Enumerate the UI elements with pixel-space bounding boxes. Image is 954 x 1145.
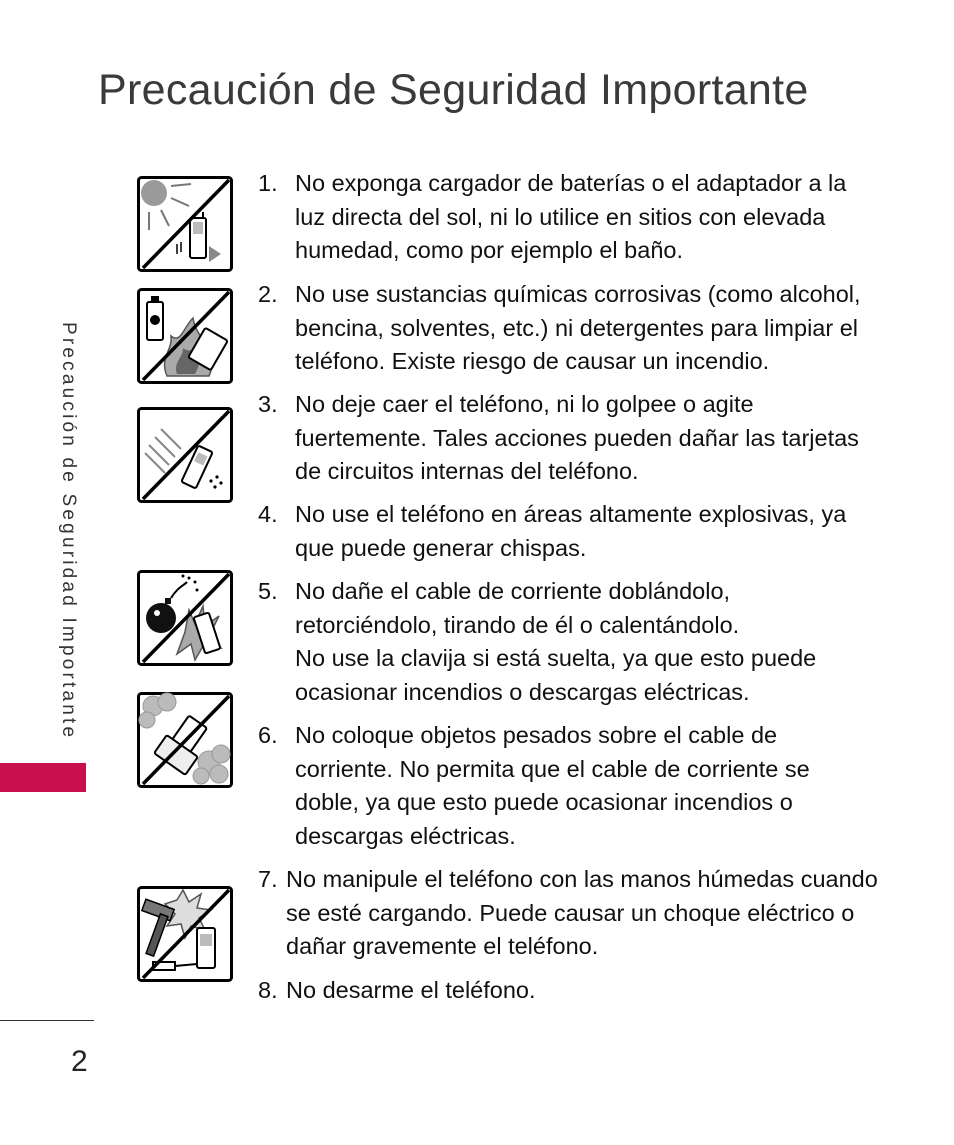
list-item-line: No deje caer el teléfono, ni lo golpee o agite	[295, 391, 754, 417]
list-item-line: No exponga cargador de baterías o el adaptador a la	[295, 170, 847, 196]
list-item	[258, 498, 846, 565]
list-item-line: teléfono. Existe riesgo de causar un incendio.	[295, 348, 770, 375]
list-item-line: No manipule el teléfono con las manos húmedas cuando	[286, 866, 878, 892]
list-item-number: 4.	[258, 501, 278, 527]
list-item	[258, 167, 846, 268]
list-item-line: No desarme el teléfono.	[286, 977, 536, 1003]
section-side-label: Precaución de Seguridad Importante	[58, 322, 79, 741]
list-item-line: ocasionar incendios o descargas eléctricas.	[295, 678, 750, 705]
no-hammer-disassemble-icon	[137, 886, 233, 982]
list-item-line: fuertemente. Tales acciones pueden dañar las tarjetas	[295, 424, 859, 451]
list-item-number: 5.	[258, 578, 278, 604]
list-item-number: 8.	[258, 977, 278, 1003]
list-item-line: que puede generar chispas.	[295, 534, 587, 561]
list-item-line: No use el teléfono en áreas altamente explosivas, ya	[295, 501, 847, 527]
list-item-line: de circuitos internas del teléfono.	[295, 458, 639, 485]
list-item	[258, 974, 536, 1008]
list-item	[258, 719, 810, 853]
no-chemicals-fire-icon	[137, 288, 233, 384]
list-item-line: corriente. No permita que el cable de corriente se	[295, 755, 810, 782]
list-item-line: luz directa del sol, ni lo utilice en sitios con elevada	[295, 203, 826, 230]
list-item	[258, 388, 859, 489]
list-item-line: dañar gravemente el teléfono.	[286, 933, 599, 960]
list-item-number: 6.	[258, 722, 278, 748]
list-item-number: 1.	[258, 170, 278, 196]
list-item	[258, 575, 816, 709]
list-item	[258, 278, 861, 379]
list-item-line: humedad, como por ejemplo el baño.	[295, 237, 683, 264]
footer-rule	[0, 1020, 94, 1021]
list-item-number: 2.	[258, 281, 278, 307]
page-title: Precaución de Seguridad Importante	[98, 66, 809, 114]
list-item-number: 3.	[258, 391, 278, 417]
no-drop-phone-icon	[137, 407, 233, 503]
no-explosive-area-icon	[137, 570, 233, 666]
page-number: 2	[71, 1045, 88, 1078]
section-accent-bar	[0, 763, 86, 792]
list-item-number: 7.	[258, 866, 278, 892]
list-item-line: descargas eléctricas.	[295, 822, 516, 849]
list-item-line: No use sustancias químicas corrosivas (como alcohol,	[295, 281, 861, 307]
no-heavy-object-icon	[137, 692, 233, 788]
list-item	[258, 863, 878, 964]
list-item-line: retorciéndolo, tirando de él o calentándolo.	[295, 611, 740, 638]
list-item-line: se esté cargando. Puede causar un choque eléctrico o	[286, 899, 855, 926]
no-sun-humidity-icon	[137, 176, 233, 272]
list-item-line: No use la clavija si está suelta, ya que esto puede	[295, 645, 817, 672]
list-item-line: doble, ya que esto puede ocasionar incendios o	[295, 789, 793, 816]
list-item-line: bencina, solventes, etc.) ni detergentes para limpiar el	[295, 314, 859, 341]
list-item-line: No coloque objetos pesados sobre el cable de	[295, 722, 778, 748]
list-item-line: No dañe el cable de corriente doblándolo,	[295, 578, 731, 604]
